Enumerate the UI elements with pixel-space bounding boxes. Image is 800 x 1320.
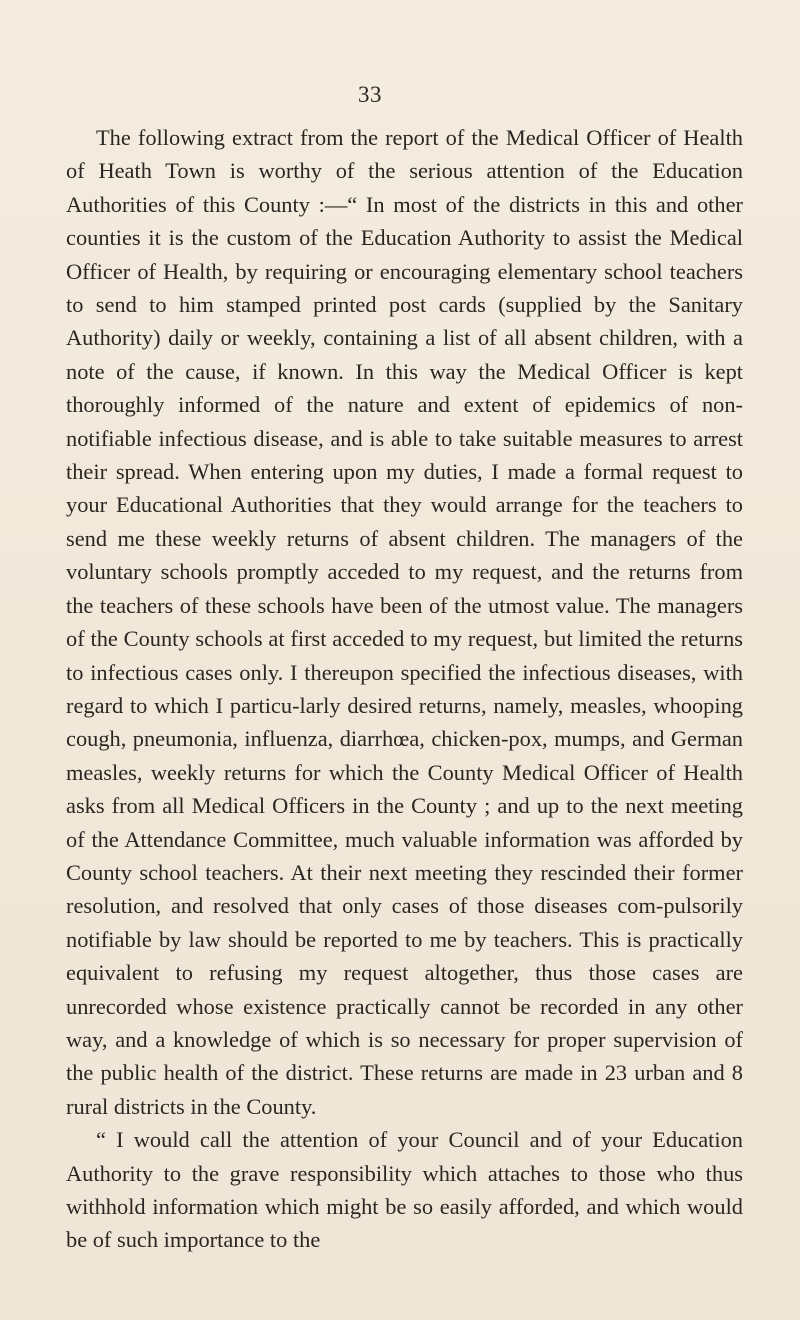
page-number: 33 bbox=[358, 82, 382, 107]
paragraph-2: “ I would call the attention of your Council and of your Education Authority to the grave responsibility which attaches to those who thus withhold information which might be so easily afforded, and which would be of such importance to the bbox=[66, 1127, 743, 1253]
paragraph-1: The following extract from the report of the Medical Officer of Health of Heath Town is worthy of the serious attention of the Education Authorities of this County :—“ In most of the districts in this and other counties it is the custom of the Education Authority to assist the Medical Officer of Health, by requiring or encouraging elementary school teachers to send to him stamped printed post cards (supplied by the Sanitary Authority) daily or weekly, containing a list of all absent children, with a note of the cause, if known. In this way the Medical Officer is kept thoroughly informed of the nature and extent of epidemics of non-notifiable infectious disease, and is able to take suitable measures to arrest their spread. When entering upon my duties, I made a formal request to your Educational Authorities that they would arrange for the teachers to send me these weekly returns of absent children. The managers of the voluntary schools promptly acceded to my request, and the returns from the teachers of these schools have been of the utmost value. The managers of the County schools at first acceded to my request, but limited the returns to infectious cases only. I thereupon specified the infectious diseases, with regard to which I particu-larly desired returns, namely, measles, whooping cough, pneumonia, influenza, diarrhœa, chicken-pox, mumps, and German measles, weekly returns for which the County Medical Officer of Health asks from all Medical Officers in the County ; and up to the next meeting of the Attendance Committee, much valuable information was afforded by County school teachers. At their next meeting they rescinded their former resolution, and resolved that only cases of those diseases com-pulsorily notifiable by law should be reported to me by teachers. This is practically equivalent to refusing my request altogether, thus those cases are unrecorded whose existence practically cannot be recorded in any other way, and a knowledge of which is so necessary for proper supervision of the public health of the district. These returns are made in 23 urban and 8 rural districts in the County. bbox=[66, 125, 743, 1119]
body-text bbox=[66, 121, 743, 1257]
